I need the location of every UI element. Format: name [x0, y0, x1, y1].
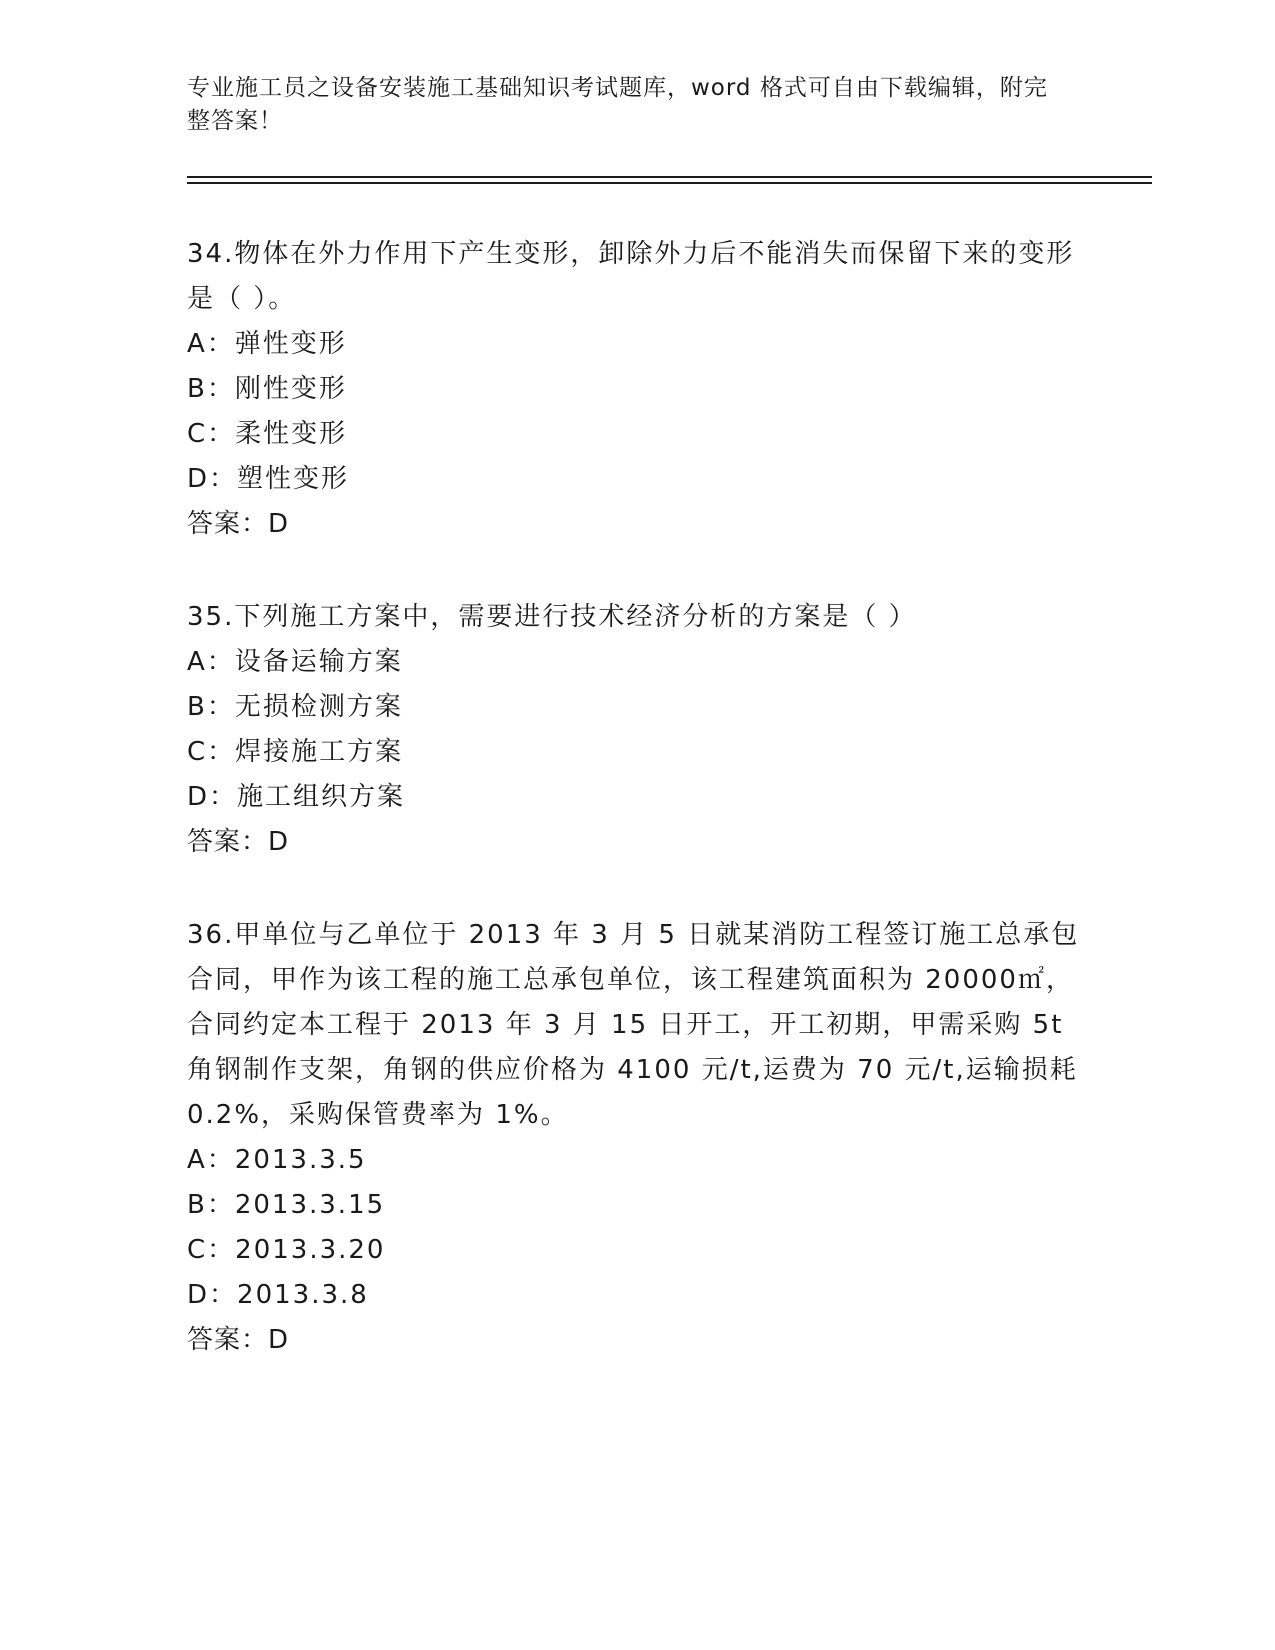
option-c: C：焊接施工方案	[187, 737, 404, 767]
question-36	[187, 913, 1087, 1363]
question-text: 34.物体在外力作用下产生变形，卸除外力后不能消失而保留下来的变形是（ ）。	[187, 239, 1075, 314]
option-b: B：2013.3.15	[187, 1190, 386, 1220]
option-d: D：施工组织方案	[187, 782, 406, 812]
question-list	[187, 232, 1087, 1363]
document-header: 专业施工员之设备安装施工基础知识考试题库，word 格式可自由下载编辑，附完整答案！	[187, 75, 1048, 134]
question-spacer	[187, 865, 1087, 913]
option-a: A：2013.3.5	[187, 1145, 367, 1175]
question-34	[187, 232, 1087, 547]
option-c: C：柔性变形	[187, 419, 348, 449]
question-text: 35.下列施工方案中，需要进行技术经济分析的方案是（ ）	[187, 602, 917, 632]
option-d: D：2013.3.8	[187, 1280, 369, 1310]
option-c: C：2013.3.20	[187, 1235, 386, 1265]
answer-line: 答案：D	[187, 1325, 290, 1355]
option-b: B：无损检测方案	[187, 692, 403, 722]
question-35	[187, 595, 1087, 865]
header-divider-top	[187, 176, 1152, 178]
header-divider-bottom	[187, 182, 1152, 184]
answer-line: 答案：D	[187, 509, 290, 539]
option-a: A：设备运输方案	[187, 647, 403, 677]
question-text: 36.甲单位与乙单位于 2013 年 3 月 5 日就某消防工程签订施工总承包合同，甲作为该工程的施工总承包单位，该工程建筑面积为 20000㎡，合同约定本工程于 2013 年 3 月 15 日开工，开工初期，甲需采购 5t 角钢制作支架，角钢的供应价格为 4100 元/t,运费为 70 元/t,运输损耗 0.2%，采购保管费率为 1%。	[187, 920, 1080, 1130]
answer-line: 答案：D	[187, 827, 290, 857]
option-b: B：刚性变形	[187, 374, 347, 404]
question-spacer	[187, 547, 1087, 595]
option-a: A：弹性变形	[187, 329, 347, 359]
option-d: D：塑性变形	[187, 464, 350, 494]
